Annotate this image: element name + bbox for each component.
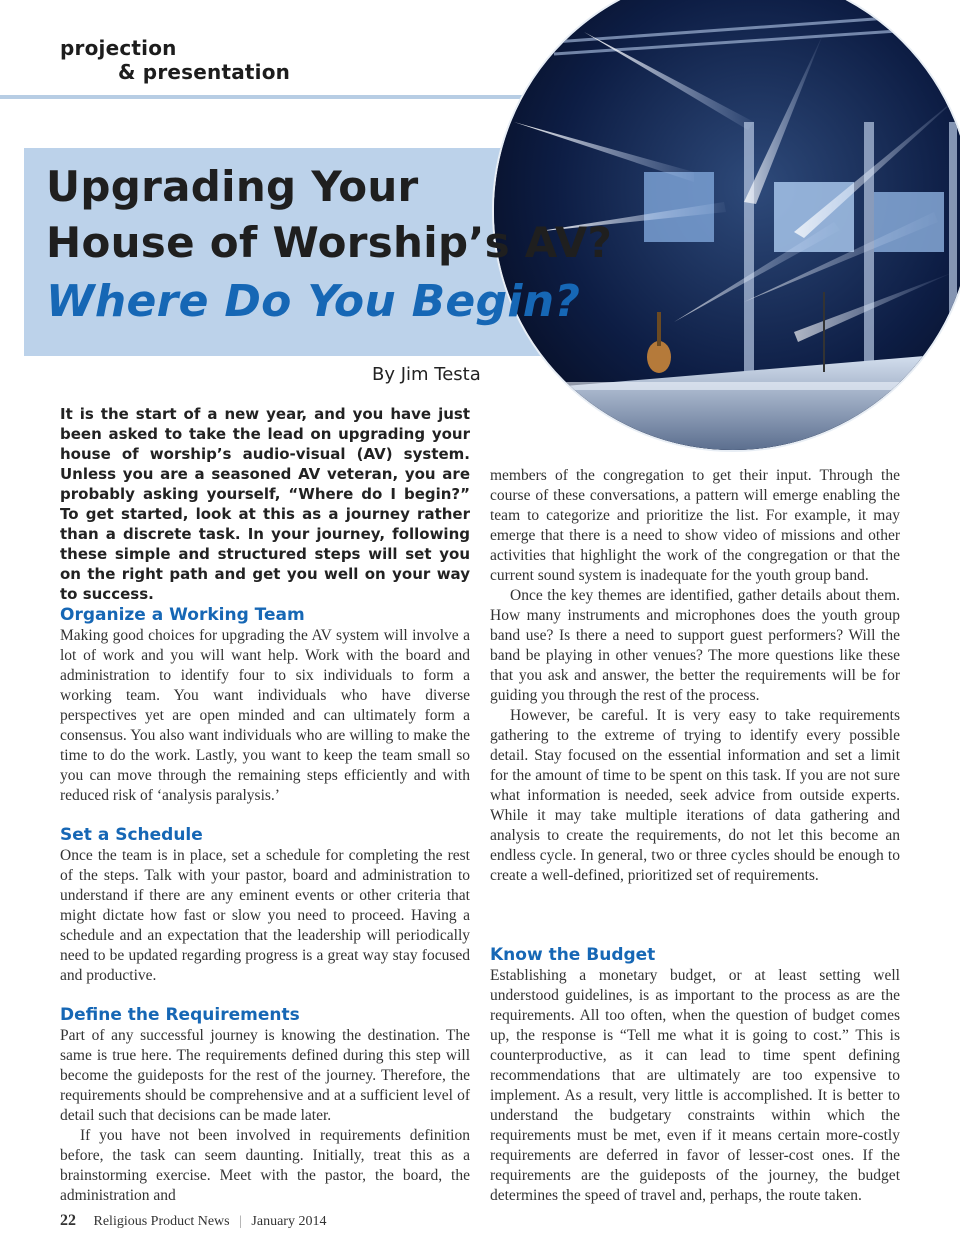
section-heading: Organize a Working Team [60,605,305,625]
requirements-continued [490,466,900,886]
body-paragraph: However, be careful. It is very easy to take requirements gathering to the extreme of trying to identify every possible detail. Stay focused on the essential information and set a limit for the amount of time to be spent on this task. If you are not sure what information is needed, seek advice from outside experts. While it may take multiple iterations of data gathering and analysis to create the requirements, do not let this become an endless cycle. In general, two or three cycles should be enough to create a well-defined, prioritized set of requirements. [490,707,900,884]
footer-separator: | [239,1214,242,1229]
issue-date: January 2014 [251,1214,327,1229]
section-heading: Know the Budget [490,945,656,965]
body-paragraph: Making good choices for upgrading the AV system will involve a lot of work and you will want help. Work with the board and administration to identify four to six individuals to form a working team. You want individuals who have diverse perspectives yet are open minded and can ultimately form a consensus. You also want individuals who are willing to make the time to do the work. Lastly, you want to keep the team small so you can move through the remaining steps efficiently and with reduced risk of ‘analysis paralysis.’ [60,627,470,804]
page-number: 22 [60,1212,76,1229]
section-organize-team [60,604,470,806]
header-rule [0,95,560,99]
section-know-budget [490,944,900,1206]
section-define-requirements [60,1004,470,1206]
body-paragraph: Part of any successful journey is knowing the destination. The same is true here. The requirements defined during this step will become the guideposts for the rest of the journey. Therefore, the requirements should be comprehensive and at a sufficient level of detail such that decisions can be made later. [60,1027,470,1124]
publication-name: Religious Product News [93,1214,230,1229]
section-heading: Define the Requirements [60,1005,300,1025]
section-label-line2: & presentation [118,60,291,84]
section-label-line1: projection [60,36,177,60]
headline-line-2: House of Worship’s AV? [46,218,613,267]
body-paragraph: Establishing a monetary budget, or at least setting well understood guidelines, is as important to the process as are the requirements. All too often, when the question of budget comes up, the response is “Tell me what it is going to cost.” This is counterproductive, as it can lead to time spent defining recommendations that are ultimately are too expensive to implement. As a result, very little is accomplished. It is better to understand the budgetary constraints within which the requirements must be met, even if it means certain more-costly requirements are deferred in favor of lesser-cost ones. If the requirements are the guideposts of the journey, the budget determines the speed of travel and, perhaps, the route taken. [490,967,900,1204]
section-heading: Set a Schedule [60,825,203,845]
body-paragraph: If you have not been involved in requirements definition before, the task can seem daunting. Initially, treat this as a brainstorming exercise. Meet with the pastor, the board, the administration and [60,1127,470,1204]
body-paragraph: Once the team is in place, set a schedule for completing the rest of the steps. Talk with your pastor, board and administration to understand if there are any eminent events or other criteria that might dictate how fast or slow you need to proceed. Having a schedule and an expectation that the leadership will periodically need to be updated regarding progress is a great way stay focused and productive. [60,847,470,984]
section-set-schedule [60,824,470,986]
section-label [60,36,290,84]
byline: By Jim Testa [372,364,481,385]
lead-paragraph: It is the start of a new year, and you have just been asked to take the lead on upgrading your house of worship’s audio-visual (AV) system. Unless you are a seasoned AV veteran, you are probably asking yourself, “Where do I begin?” To get started, look at this as a journey rather than a discrete task. In your journey, following these simple and structured steps will set you on the right path and get you well on your way to success. [60,405,470,603]
headline-line-1: Upgrading Your [46,162,419,211]
headline-subtitle: Where Do You Begin? [46,276,581,327]
body-paragraph: Once the key themes are identified, gather details about them. How many instruments and microphones does the youth group band use? Is there a need to support guest performers? Will the band be playing in other venues? The more questions like these that you ask and answer, the better the requirements will be for guiding you through the rest of the process. [490,587,900,704]
body-paragraph: members of the congregation to get their input. Through the course of these conversations, a pattern will emerge enabling the team to categorize and prioritize the list. For example, it may emerge that there is a need to show video of missions and other activities that highlight the work of the congregation or that the current sound system is inadequate for the youth group band. [490,467,900,584]
page-footer [60,1212,326,1230]
